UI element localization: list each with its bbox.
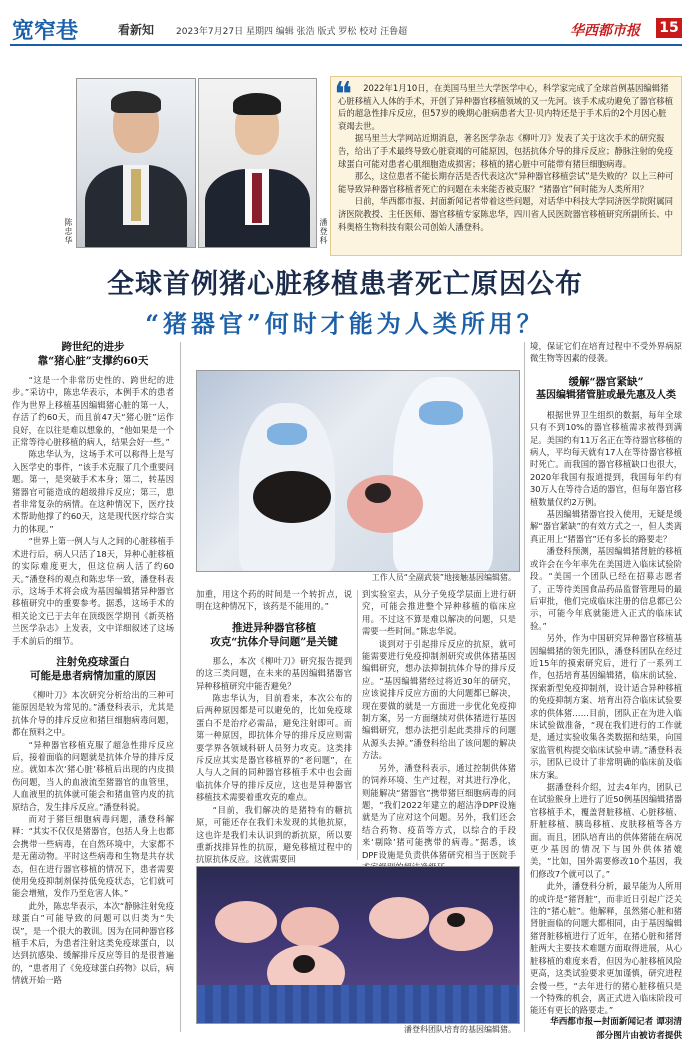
section-title: 基因编辑猪管脏或最先惠及人类 [536,389,676,401]
pigs-photo-caption: 潘登科团队培育的基因编辑猪。 [404,1025,516,1034]
column-1 [12,338,174,987]
section-title: 攻克“抗体介导问题”是关键 [210,635,338,648]
photo-chen-zhonghua [76,78,196,248]
page-number: 15 [656,18,682,38]
section-title: 跨世纪的进步 [61,341,125,353]
piglet-spot [293,955,315,973]
intro-text [338,82,674,233]
photo-pan-dengke [198,78,317,248]
body-paragraph: “世界上第一例人与人之间的心脏移植手术进行后，病人只活了18天，异种心脏移植的实际难度更大，但这位病人活了约60天。”潘登科的观点和陈忠华一致，潘登科表示，这场手术将会成为基因编辑猪异种器官移植研究中的重要参考。据悉，这场手术的相关论文已于去年在顶级医学期刊《新英格兰医学杂志》上发表，文中详细叙述了这场手术前后的细节。 [12,536,174,646]
subheadline: “猪器官”何时才能为人类所用？ [145,309,545,338]
body-paragraph: 潘登科预测，基因编辑猪肾脏的移植或许会在今年率先在美国进入临床试验阶段。“美国一个团队已经在招募志愿者了，正等待美国食品药品监督管理局的最后审批，他们完成临床注册的信息都已公示，可能今年底就能进入正式的临床试验。” [530,546,682,631]
column-4 [530,340,682,1017]
section-title: 靠“猪心脏”支撑约60天 [37,355,149,367]
person-hair [111,91,161,113]
pig-black [253,471,331,523]
column-rule [524,342,525,1032]
section-title: 注射免疫球蛋白 [56,655,130,668]
piglet [215,901,277,943]
newspaper-logo: 华西都市报 [570,23,640,39]
worker-mask [419,401,463,425]
column-2 [196,588,352,866]
intro-paragraph: 日前，华西都市报、封面新闻记者带着这些问题，对话华中科技大学同济医学院附属同济医院教授、主任医师、器官移植专家陈忠华，四川省人民医院器官移植研究所副所长、中科奥格生物科技有限公司创始人潘登科。 [338,196,674,232]
body-paragraph: 《柳叶刀》本次研究分析给出的三种可能原因是较为常见的。”潘登科表示，尤其是抗体介导的排斥反应和猪巨细胞病毒问题，都在预料之中。 [12,689,174,738]
pen-floor [197,985,519,1023]
column-3 [362,588,516,873]
column-name: 宽窄巷 [12,18,79,44]
body-paragraph: 境，保证它们在培育过程中不受外界病原微生物等因素的侵袭。 [530,341,682,364]
section-name: 看新知 [118,23,155,37]
body-paragraph: 另外，作为中国研究异种器官移植基因编辑猪的领先团队，潘登科团队在经过近15年的摸索研究后，进行了一系列工作，包括培育基因编辑猪，临床前试验、探索新型免疫抑制剂，设计适合异种移植的免疫抑制方案、培育出符合临床试验要求的供体猪……目前，团队正在为进入临床试验做准备，“现在我们进行的工作就是，通过实验收集各类数据和结果，向国家监管机构提交临床试验申请。”潘登科表示，团队已设计了非常明确的临床前及临床方案。 [530,633,682,780]
body-paragraph: 到实验室去，从分子免疫学层面上进行研究，可能会推进整个异种移植的临床应用。不过这不算是难以解决的问题，只是需要一些时间。”陈忠华说。 [362,589,516,637]
intro-paragraph: 据马里兰大学网站近期消息，著名医学杂志《柳叶刀》发表了关于这次手术的研究报告，给出了手术最终导致心脏衰竭的可能原因，包括抗体介导的排斥反应；静脉注射的免疫球蛋白可能对患者心肌细胞造成损害；移植的猪心脏中可能带有猪巨细胞病毒。 [338,133,673,169]
pigs-photo [196,866,520,1024]
column-rule [180,342,181,1032]
person-tie [252,173,262,223]
body-paragraph: 陈忠华认为，目前看来，本次公布的后两种原因都是可以避免的，比如免疫球蛋白不是治疗必需品，避免注射即可。而第一种原因，即抗体介导的排斥反应则需要学界各领域科研人员努力攻克。这类排斥反应其实是器官移植界的“老问题”，在人与人之间的同种器官移植手术中也会面临抗体介导的排斥反应，这也是异种器官移植技术需要着重攻克的难点。 [196,693,352,803]
lab-photo-caption: 工作人员“全副武装”地接触基因编辑猪。 [371,573,516,582]
person-hair [233,93,281,115]
body-paragraph: 加重，用这个药的时间是一个转折点，说明在这种情况下，该药是不能用的。” [196,589,352,612]
body-paragraph: 此外，潘登科分析，最早能为人所用的或许是“猪肾脏”，而非近日引起广泛关注的“猪心脏”。他解释，虽然猪心脏和猪肾脏面临的问题大都相同，由于基因编辑猪肾脏移植进行了近年，在猪心脏和猪肾脏两大主要技术难题方面取得进展，从心脏移植的难度来看，但因为心脏移植风险更高，这类试验要求更加谨慎，研究进程会慢一些，“去年进行的猪心脏移植只是一个特殊的机会，离正式进入临床阶段可能还有更长的路要走。” [530,881,682,1016]
intro-paragraph: 2022年1月10日，在美国马里兰大学医学中心，科学家完成了全球首例基因编辑猪心脏移植入人体的手术，开创了异种器官移植领域的又一先河。该手术成功避免了器官移植后的超急性排斥反应，但57岁的晚期心脏病患者大卫·贝内特还是于手术后的2个月因心脏衰竭去世。 [338,83,673,131]
photo-credit: 部分图片由被访者提供 [596,1031,682,1041]
piglet [369,897,429,939]
worker-mask [267,423,307,445]
pig-pink-patch [365,483,391,503]
body-paragraph: 谈到对于引起排斥反应的抗原，就可能需要进行免疫抑制剂研究或供体猪基因编辑研究，想办法抑制抗体介导的排斥反应。“基因编辑猪经过将近30年的研究，应该说排斥反应方面的大问题都已解决，现在要做的就是一方面进一步优化免疫抑制方案，另一方面继续对供体猪进行基因编辑研究，想办法把引起此类排斥的问题从源头去掉。”潘登科给出了该问题的解决方法。 [362,638,516,761]
body-paragraph: 另外，潘登科表示，通过控制供体猪的饲养环境、生产过程，对其进行净化，则能解决“猪器官”携带猪巨细胞病毒的问题，“我们2022年建立的超洁净DPF设施就是为了应对这个问题。另外，我们还会结合药物、疫苗等方式，以综合的手段来‘剔除’猪可能携带的病毒。”据悉，该DPF设施是负责供体猪研究相当于医院手 [362,762,516,860]
header-rule [10,44,682,46]
piglet [281,907,339,947]
lab-photo [196,370,520,572]
body-paragraph: 那么，本次《柳叶刀》研究报告提到的这三类问题，在未来的基因编辑猪器官异种移植研究中能否避免？ [196,655,352,691]
column-rule [357,590,358,860]
caption-right-name: 潘登科 [319,218,328,245]
section-title: 可能是患者病情加重的原因 [30,669,156,682]
quote-icon: ❝ [334,75,353,115]
body-paragraph: 根据世界卫生组织的数据，每年全球只有不到10%的器官移植需求被得到满足。美国约有11万名正在等待器官移植的病人，平均每天就有17人在等待器官移植时死亡。而我国的器官移植缺口也很大，2020年我国有报道提到，我国每年约有30万人在等待合适的器官，但每年器官移植数量仅约2万例。 [530,409,682,507]
headline: 全球首例猪心脏移植患者死亡原因公布 [107,269,583,300]
reporter-credit: 华西都市报—封面新闻记者 谭羽清 [550,1017,682,1027]
piglet-spot [447,913,465,927]
body-paragraph: 而对于猪巨细胞病毒问题，潘登科解释：“其实不仅仅是猪器官，包括人身上也都会携带一些病毒，在自然环境中，大家都不是无菌动物。平时这些病毒和生物是共存状态，但在进行器官移植的情况下，患者需要使用免疫抑制剂保持低免疫状态，它们就可能会增殖，发作乃至危害人体。” [12,814,174,899]
body-paragraph: 据潘登科介绍，过去4年内，团队已在试验猴身上进行了近50例基因编辑猪器官移植手术，覆盖肾脏移植、心脏移植、肝脏移植、胰岛移植、皮肤移植等各方面。而且，团队培育出的供体猪能在病况更少基因的情况下与国外供体猪媲美，“比如，国外需要修改10个基因，我们修改7个就可以了。” [530,782,682,879]
body-paragraph: 陈忠华认为，这场手术可以称得上是写入医学史的事件，“该手术克服了几个重要问题。第一，是突破手术本身；第二，转基因猪器官可能造成的超级排斥反应；第三，患者非常复杂的病情。在这种情况下，医疗技术帮助他撑了约60天，这是现代医疗综合实力的体现。” [12,449,174,534]
intro-paragraph: 那么，这位患者不能长期存活是否代表这次“异种器官移植尝试”是失败的？以上三种可能导致异种器官移植者死亡的问题在未来能否被克服？“猪器官”何时能为人类所用？ [338,171,674,194]
person-tie [131,169,141,221]
section-title: 推进异种器官移植 [232,621,316,634]
body-paragraph: 此外，陈忠华表示，本次“静脉注射免疫球蛋白”可能导致的问题可以归类为“失误”，是一个很大的教训。因为在同种器官移植手术后，为患者注射这类免疫球蛋白，以达到抗感染、缓解排斥反应等目的是很普遍的，“患者用了《免疫球蛋白药物》以后，病情就开始一路 [12,900,174,986]
caption-left-name: 陈忠华 [64,218,73,245]
body-paragraph: “目前，我们解决的是猪特有的糖抗原，可能还存在我们未发现的其他抗原，这也许是我们未认识到的新抗原，所以要重新找排异性的抗原，避免移植过程中的抗原抗体反应。这就需要回 [196,804,352,865]
body-paragraph: “这是一个非常历史性的、跨世纪的进步。”采访中，陈忠华表示，本例手术的患者作为世界上移植基因编辑猪心脏的第一人，存活了约60天，而且前47天“猪心脏”运作良好，在以往是难以想象的，“他如果是一个正常等待心脏移植的病人，结果会好一些。” [12,375,174,448]
body-paragraph: “异种器官移植克服了超急性排斥反应后，接着面临的问题就是抗体介导的排斥反应。就如本次‘猪心脏’移植后出现的内皮损伤问题，当人的血液流至猪器官的血管里，人血液里的抗体就可能会和猪血管内皮的抗原结合，发生排斥反应。”潘登科说。 [12,739,174,812]
body-paragraph: 基因编辑猪器官投入使用，无疑是缓解“器官紧缺”的有效方式之一，但人类离真正用上“猪器官”还有多长的路要走？ [530,509,682,544]
section-title: 缓解“器官紧缺” [568,375,644,388]
date-line: 2023年7月27日 星期四 编辑 张浩 版式 罗松 校对 汪鲁超 [176,27,408,37]
